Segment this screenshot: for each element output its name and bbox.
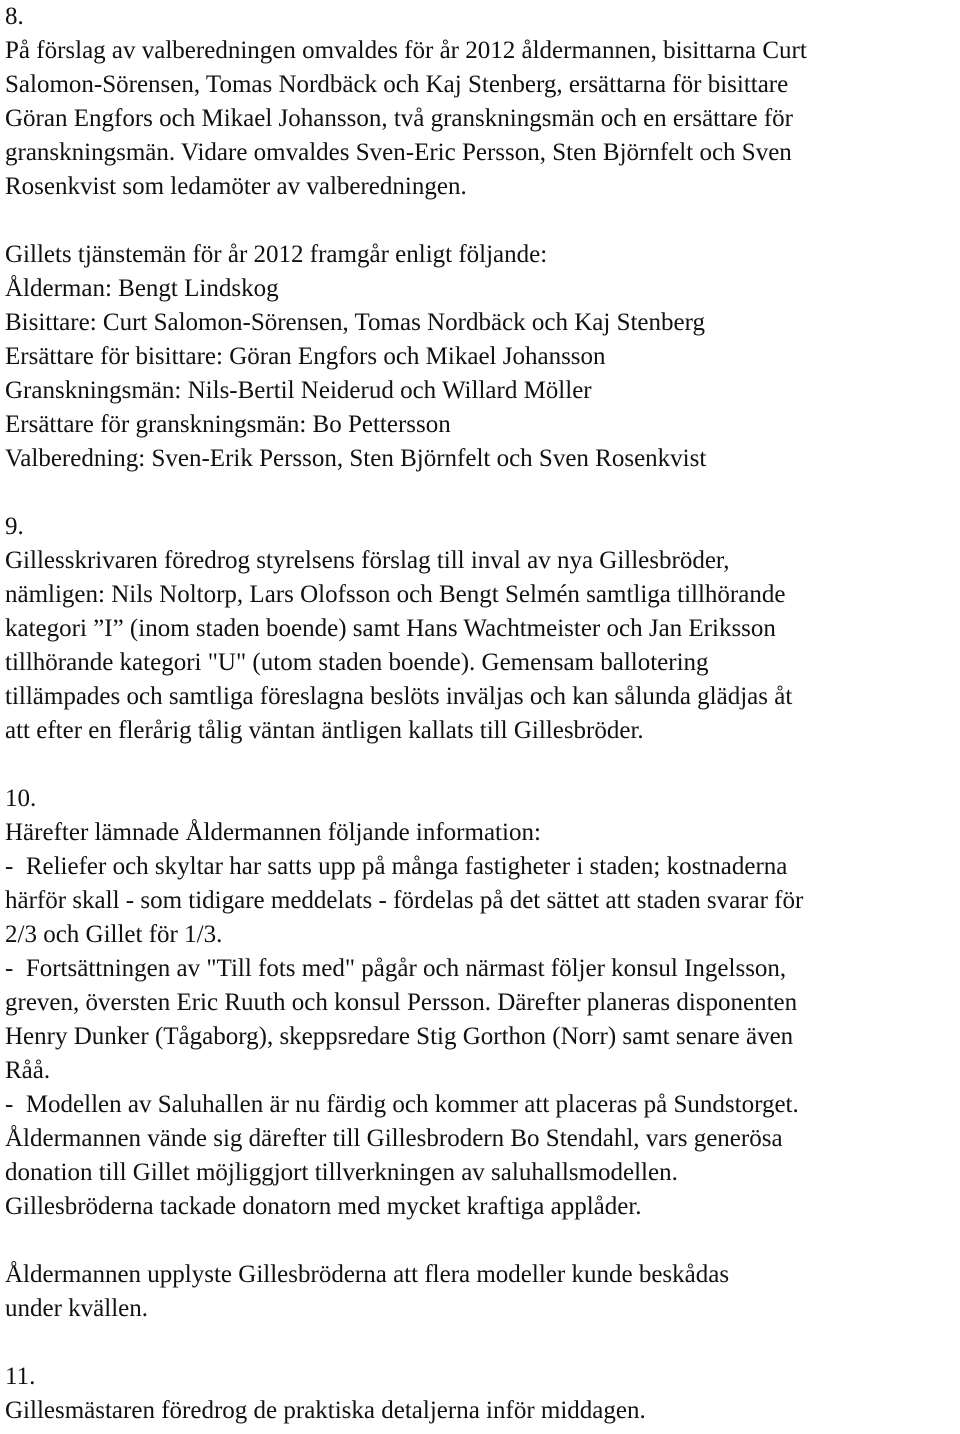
paragraph [5, 1394, 957, 1428]
text-line: kategori ”I” (inom staden boende) samt Hans Wachtmeister och Jan Eriksson [5, 615, 776, 642]
text-line: Gillets tjänstemän för år 2012 framgår enligt följande: [5, 241, 548, 268]
section-9 [5, 510, 957, 748]
text-line: Ålderman: Bengt Lindskog [5, 275, 279, 302]
text-line: Granskningsmän: Nils-Bertil Neiderud och Willard Möller [5, 377, 592, 404]
section-8 [5, 0, 957, 476]
paragraph-gap [5, 1224, 957, 1258]
section-10 [5, 782, 957, 1326]
text-line: donation till Gillet möjliggjort tillverkningen av saluhallsmodellen. [5, 1159, 678, 1186]
text-line: Rosenkvist som ledamöter av valberedningen. [5, 173, 467, 200]
paragraph-gap [5, 204, 957, 238]
text-line: Gillesskrivaren föredrog styrelsens förslag till inval av nya Gillesbröder, [5, 547, 730, 574]
text-line: att efter en flerårig tålig väntan äntligen kallats till Gillesbröder. [5, 717, 644, 744]
text-line: Gillesbröderna tackade donatorn med mycket kraftiga applåder. [5, 1193, 642, 1220]
text-line: nämligen: Nils Noltorp, Lars Olofsson och Bengt Selmén samtliga tillhörande [5, 581, 786, 608]
text-line: Härefter lämnade Åldermannen följande information: [5, 819, 541, 846]
section-gap [5, 748, 957, 782]
text-line: Råå. [5, 1057, 51, 1084]
paragraph [5, 34, 957, 204]
text-line: Ersättare för bisittare: Göran Engfors och Mikael Johansson [5, 343, 606, 370]
section-number: 9. [5, 513, 24, 540]
section-number: 10. [5, 785, 37, 812]
paragraph [5, 816, 957, 1224]
text-line: Henry Dunker (Tågaborg), skeppsredare Stig Gorthon (Norr) samt senare även [5, 1023, 794, 1050]
section-11 [5, 1360, 957, 1428]
text-line: Salomon-Sörensen, Tomas Nordbäck och Kaj Stenberg, ersättarna för bisittare [5, 71, 789, 98]
text-line: Valberedning: Sven-Erik Persson, Sten Björnfelt och Sven Rosenkvist [5, 445, 707, 472]
section-number: 8. [5, 3, 24, 30]
paragraph [5, 238, 957, 476]
text-line: Gillesmästaren föredrog de praktiska detaljerna inför middagen. [5, 1397, 646, 1424]
section-gap [5, 1326, 957, 1360]
text-line: - Fortsättningen av "Till fots med" pågår och närmast följer konsul Ingelsson, [5, 955, 787, 982]
text-line: tillhörande kategori "U" (utom staden boende). Gemensam ballotering [5, 649, 709, 676]
text-line: granskningsmän. Vidare omvaldes Sven-Eric Persson, Sten Björnfelt och Sven [5, 139, 792, 166]
text-line: På förslag av valberedningen omvaldes för år 2012 åldermannen, bisittarna Curt [5, 37, 807, 64]
text-line: under kvällen. [5, 1295, 149, 1322]
text-line: Bisittare: Curt Salomon-Sörensen, Tomas Nordbäck och Kaj Stenberg [5, 309, 705, 336]
text-line: - Reliefer och skyltar har satts upp på många fastigheter i staden; kostnaderna [5, 853, 788, 880]
text-line: Ersättare för granskningsmän: Bo Pettersson [5, 411, 451, 438]
document-page [5, 0, 957, 1434]
text-line: tillämpades och samtliga föreslagna beslöts inväljas och kan sålunda glädjas åt [5, 683, 793, 710]
text-line: greven, översten Eric Ruuth och konsul Persson. Därefter planeras disponenten [5, 989, 798, 1016]
text-line: Åldermannen upplyste Gillesbröderna att flera modeller kunde beskådas [5, 1261, 730, 1288]
text-line: Göran Engfors och Mikael Johansson, två granskningsmän och en ersättare för [5, 105, 793, 132]
paragraph [5, 544, 957, 748]
section-gap [5, 476, 957, 510]
text-line: härför skall - som tidigare meddelats - fördelas på det sättet att staden svarar för [5, 887, 804, 914]
text-line: Åldermannen vände sig därefter till Gillesbrodern Bo Stendahl, vars generösa [5, 1125, 783, 1152]
paragraph [5, 1258, 957, 1326]
text-line: 2/3 och Gillet för 1/3. [5, 921, 223, 948]
section-number: 11. [5, 1363, 36, 1390]
text-line: - Modellen av Saluhallen är nu färdig och kommer att placeras på Sundstorget. [5, 1091, 799, 1118]
